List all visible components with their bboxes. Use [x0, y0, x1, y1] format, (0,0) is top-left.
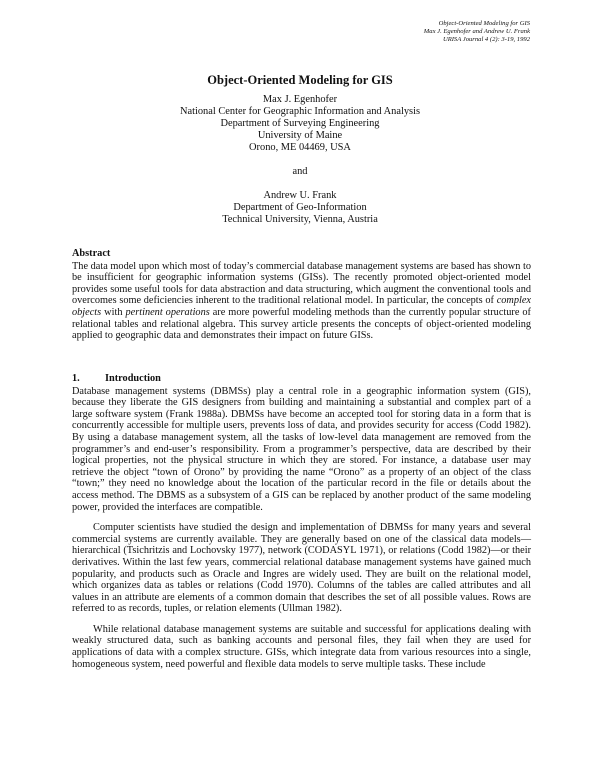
- abstract-emphasis-complex-objects: complex objects: [72, 295, 531, 318]
- introduction-section: [72, 373, 531, 670]
- introduction-paragraph-3: While relational database management systems are suitable and successful for applications dealing with weakly structured data, such as banking accounts and personal files, they fail when they are used for applications of data with a complex structure. GISs, which integrate data from various resources into a single, homogeneous system, need powerful and flexible data models to serve multiple tasks. These include: [72, 623, 531, 670]
- author1-affiliation-university: University of Maine: [257, 130, 343, 141]
- running-header-authors: Max J. Egenhofer and Andrew U. Frank: [423, 28, 530, 35]
- paper-title: Object-Oriented Modeling for GIS: [207, 73, 393, 87]
- abstract-text-a: The data model upon which most of today’s commercial database management systems are based has shown to be insufficient for geographic information systems (GISs). The recently promoted object-oriented model provides some useful tools for data abstraction and data structuring, which augment the conventional tools and overcomes some deficiencies inherent to the traditional relational model. In particular, the concepts of: [72, 260, 531, 307]
- introduction-paragraph-1: Database management systems (DBMSs) play a central role in a geographic information system (GIS), because they liberate the GIS designers from building and maintaining a substantial and complex part of a large software system (Frank 1988a). DBMSs have become an accepted tool for storing data in a form that is concurrently accessible for multiple users, prevents loss of data, and provides security for access (Codd 1982). By using a database management system, all the tasks of low-level data management are removed from the programmer’s and end-user’s responsibility. From a programmer’s perspective, data are described by their logical properties, not the physical structure in which they are stored. For instance, a database user may retrieve the object “town of Orono” by providing the name “Orono” as a property of an object of the class “town;” they need no knowledge about the location of the particular record in the file or details about the access method. The DBMS as a subsystem of a GIS can be replaced by another product of the same modeling power, provided the interfaces are compatible.: [72, 385, 531, 513]
- author-conjunction: and: [292, 166, 308, 177]
- author2-name: Andrew U. Frank: [263, 190, 337, 201]
- running-header: [424, 20, 530, 44]
- abstract-text-b: with: [101, 306, 126, 318]
- abstract-emphasis-pertinent-operations: pertinent operations: [125, 306, 210, 318]
- abstract-paragraph: [72, 261, 531, 342]
- author1-affiliation-center: National Center for Geographic Information and Analysis: [179, 106, 421, 117]
- author1-name: Max J. Egenhofer: [262, 94, 338, 105]
- author2-affiliation-university: Technical University, Vienna, Austria: [222, 214, 378, 225]
- introduction-paragraph-2: Computer scientists have studied the design and implementation of DBMSs for many years and several commercial systems are currently available. They are generally based on one of the classical data models—hierarchical (Tsichritzis and Lochovsky 1977), network (CODASYL 1971), or relations (Codd 1982)—or their derivatives. Within the last few years, commercial relational database management systems have gained much popularity, and products such as Oracle and Ingres are widely used. They are built on the relational model, which organizes data as tables or relations (Codd 1970). Columns of the tables are called attributes and all values in an attribute are elements of a common domain that describes the set of all possible values. Rows are referred to as records, tuples, or relation elements (Ullman 1982).: [72, 522, 531, 615]
- author-block: [0, 94, 600, 226]
- author1-affiliation-department: Department of Surveying Engineering: [220, 118, 380, 129]
- section-number: 1.: [72, 373, 80, 384]
- running-header-title: Object-Oriented Modeling for GIS: [438, 20, 530, 27]
- author2-affiliation-department: Department of Geo-Information: [233, 202, 367, 213]
- abstract-text-c: are more powerful modeling methods than the currently popular structure of relational tables and relational algebra. This survey article presents the concepts of object-oriented modeling applied to geographic data and demonstrates their impact on future GISs.: [72, 306, 531, 342]
- introduction-heading: [72, 373, 531, 385]
- abstract-heading: Abstract: [72, 248, 111, 259]
- abstract-section: [72, 248, 531, 342]
- section-title: Introduction: [105, 373, 161, 384]
- author1-affiliation-address: Orono, ME 04469, USA: [249, 142, 351, 153]
- running-header-citation: URISA Journal 4 (2): 3-19, 1992: [442, 36, 530, 43]
